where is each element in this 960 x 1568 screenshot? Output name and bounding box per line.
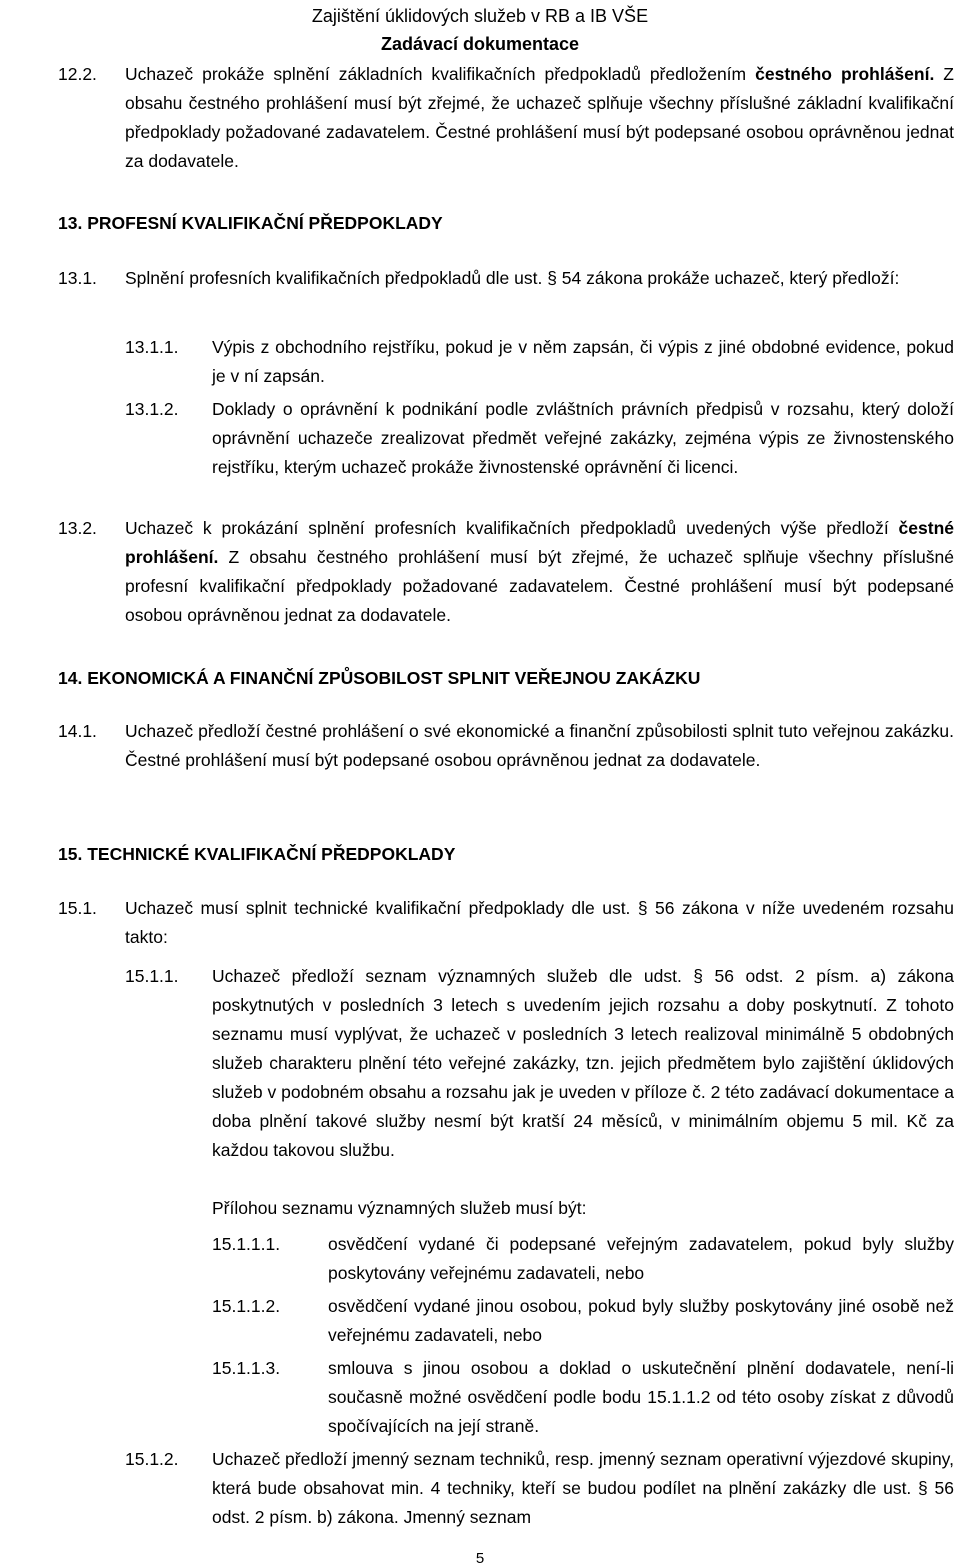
page-number: 5 bbox=[475, 1550, 485, 1567]
section-text: smlouva s jinou osobou a doklad o uskutečnění plnění dodavatele, není-li současně možné osvědčení podle bodu 15.1.1.2 od této osoby získat z důvodů spočívajících na její straně. bbox=[328, 1358, 954, 1436]
section-number: 13.1.1. bbox=[125, 337, 179, 357]
section-15-1-1-2 bbox=[212, 1292, 954, 1350]
section-number: 15.1. bbox=[58, 898, 97, 918]
section-number: 13.1. bbox=[58, 268, 97, 288]
section-text: Uchazeč předloží seznam významných služeb dle udst. § 56 odst. 2 písm. a) zákona poskytnutých v posledních 3 letech s uvedením jejich rozsahu a doby poskytnutí. Z tohoto seznamu musí vyplývat, že uchazeč v posledních 3 letech realizoval minimálně 5 obdobných služeb charakteru plnění této veřejné zakázky, tzn. jejich předmětem bylo zajištění úklidových služeb v podobném obsahu a rozsahu jak je uveden v příloze č. 2 této zadávací dokumentace a doba plnění takové služby nesmí být kratší 24 měsíců, v minimálním objemu 5 mil. Kč za každou takovou službu. bbox=[212, 966, 954, 1160]
section-14-heading bbox=[58, 664, 954, 693]
text-part: Uchazeč k prokázání splnění profesních kvalifikačních předpokladů uvedených výše předloží bbox=[125, 518, 899, 538]
text-part: Z obsahu čestného prohlášení musí být zřejmé, že uchazeč splňuje všechny příslušné profesní kvalifikační předpoklady požadované zadavatelem. Čestné prohlášení musí být podepsané osobou oprávněnou jednat za dodavatele. bbox=[125, 547, 954, 625]
section-number: 15.1.1. bbox=[125, 966, 179, 986]
section-title: PROFESNÍ KVALIFIKAČNÍ PŘEDPOKLADY bbox=[87, 213, 443, 233]
section-15-heading bbox=[58, 840, 954, 869]
bold-text: čestného prohlášení. bbox=[755, 64, 935, 84]
section-number: 15.1.1.3. bbox=[212, 1358, 281, 1378]
bold-text: čestné prohlášení. bbox=[125, 518, 954, 567]
attachment-intro: Přílohou seznamu významných služeb musí být: bbox=[212, 1198, 587, 1218]
section-text: osvědčení vydané jinou osobou, pokud byly služby poskytovány jiné osobě než veřejnému zadavateli, nebo bbox=[328, 1296, 954, 1345]
section-text: Doklady o oprávnění k podnikání podle zvláštních právních předpisů v rozsahu, který doloží oprávnění uchazeče zrealizovat předmět veřejné zakázky, zejména výpis ze živnostenského rejstříku, kterým uchazeč prokáže živnostenské oprávnění či licenci. bbox=[212, 399, 954, 477]
section-13-1 bbox=[58, 264, 954, 293]
section-13-1-1 bbox=[125, 333, 954, 391]
section-13-1-2 bbox=[125, 395, 954, 482]
section-text: Splnění profesních kvalifikačních předpokladů dle ust. § 54 zákona prokáže uchazeč, který předloží: bbox=[125, 268, 900, 288]
section-15-1-1 bbox=[125, 962, 954, 1165]
section-number: 13.2. bbox=[58, 518, 97, 538]
section-number: 15. bbox=[58, 844, 83, 864]
section-number: 15.1.1.2. bbox=[212, 1296, 281, 1316]
section-13-visible bbox=[58, 209, 954, 238]
page-header bbox=[0, 2, 960, 58]
section-text: Uchazeč musí splnit technické kvalifikační předpoklady dle ust. § 56 zákona v níže uvedeném rozsahu takto: bbox=[125, 898, 954, 947]
section-number: 14.1. bbox=[58, 721, 97, 741]
section-12-2 bbox=[58, 60, 954, 176]
section-text: Uchazeč předloží jmenný seznam techniků, resp. jmenný seznam operativní výjezdové skupiny, která bude obsahovat min. 4 techniky, kteří se budou podílet na plnění zakázky dle ust. § 56 odst. 2 písm. b) zákona. Jmenný seznam bbox=[212, 1449, 954, 1527]
section-title: TECHNICKÉ KVALIFIKAČNÍ PŘEDPOKLADY bbox=[87, 844, 456, 864]
section-text: Uchazeč předloží čestné prohlášení o své ekonomické a finanční způsobilosti splnit tuto veřejnou zakázku. Čestné prohlášení musí být podepsané osobou oprávněnou jednat za dodavatele. bbox=[125, 721, 954, 770]
section-13-2 bbox=[58, 514, 954, 630]
section-15-1-1-1 bbox=[212, 1230, 954, 1288]
section-text bbox=[125, 514, 954, 630]
header-subtitle: Zadávací dokumentace bbox=[380, 34, 580, 54]
section-text: Výpis z obchodního rejstříku, pokud je v něm zapsán, či výpis z jiné obdobné evidence, pokud je v ní zapsán. bbox=[212, 337, 954, 386]
header-title: Zajištění úklidových služeb v RB a IB VŠE bbox=[311, 6, 649, 26]
section-15-1-1-3 bbox=[212, 1354, 954, 1441]
section-number: 14. bbox=[58, 668, 83, 688]
section-15-1 bbox=[58, 894, 954, 952]
section-text bbox=[125, 60, 954, 176]
section-number: 15.1.2. bbox=[125, 1449, 179, 1469]
section-number: 15.1.1.1. bbox=[212, 1234, 281, 1254]
section-number: 13. bbox=[58, 213, 83, 233]
section-title: EKONOMICKÁ A FINANČNÍ ZPŮSOBILOST SPLNIT VEŘEJNOU ZAKÁZKU bbox=[87, 668, 701, 688]
section-number: 13.1.2. bbox=[125, 399, 179, 419]
section-14-1 bbox=[58, 717, 954, 775]
text-part: Z obsahu čestného prohlášení musí být zřejmé, že uchazeč splňuje všechny příslušné základní kvalifikační předpoklady požadované zadavatelem. Čestné prohlášení musí být podepsané osobou oprávněnou jednat za dodavatele. bbox=[125, 64, 954, 171]
text-part: Uchazeč prokáže splnění základních kvalifikačních předpokladů předložením bbox=[125, 64, 756, 84]
section-text: osvědčení vydané či podepsané veřejným zadavatelem, pokud byly služby poskytovány veřejnému zadavateli, nebo bbox=[328, 1234, 954, 1283]
section-15-1-2 bbox=[125, 1445, 954, 1532]
section-number: 12.2. bbox=[58, 64, 97, 84]
